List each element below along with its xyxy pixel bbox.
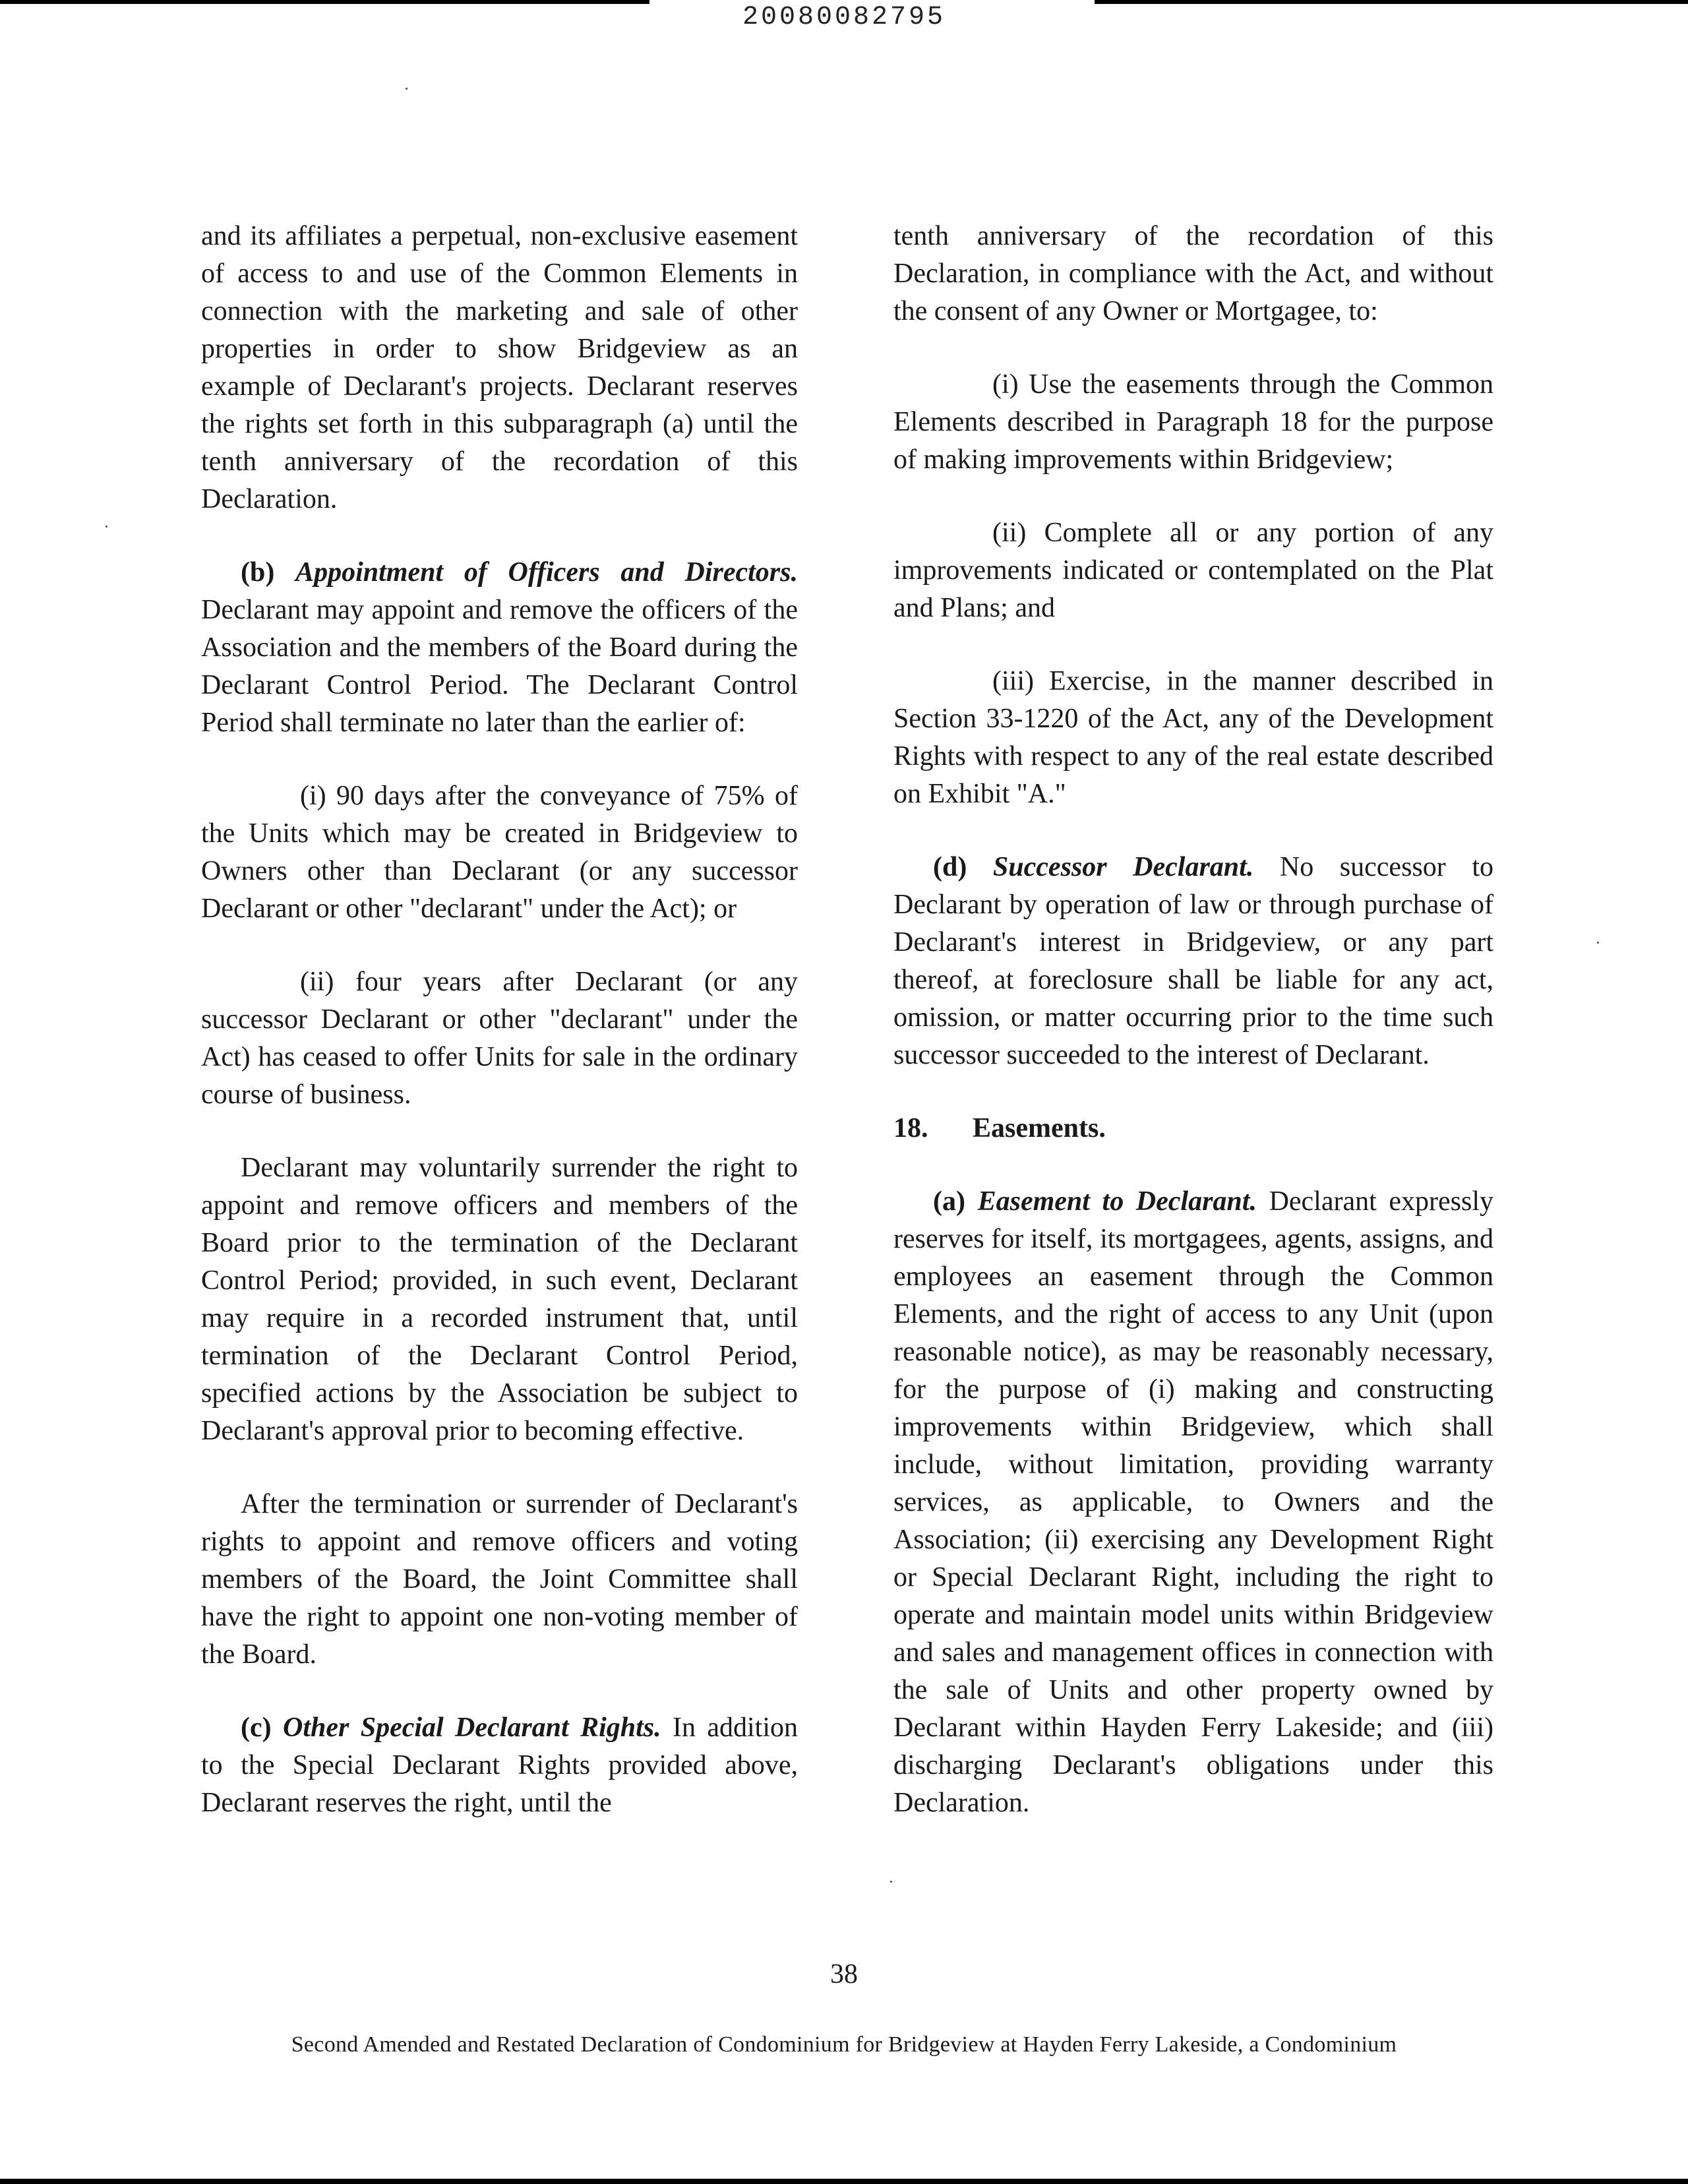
subsection-d-text: No successor to Declarant by operation of law or through purchase of Declarant's interest in Bridgeview, or any part thereof, at foreclosure shall be liable for any act, omission, or matter occurring prior to the time such successor succeeded to the interest of Declarant. [893,852,1493,1070]
subsection-18a-label: (a) [933,1186,965,1217]
subsection-b-label: (b) [241,557,275,588]
subsection-b-title: Appointment of Officers and Directors. [295,557,798,588]
subsection-b [201,554,798,742]
section-18-heading [893,1110,1493,1147]
section-18-title: Easements. [973,1113,1106,1143]
subsection-c-item-iii: (iii) Exercise, in the manner described in Section 33-1220 of the Act, any of the Development Rights with respect to any of the real estate described on Exhibit "A." [893,666,1493,809]
subsection-c-text: In addition to the Special Declarant Rights provided above, Declarant reserves the right, until the [201,1713,799,1818]
subsection-c-item-ii: (ii) Complete all or any portion of any improvements indicated or contemplated on the Plat and Plans; and [893,518,1493,623]
document-number: 20080082795 [742,3,946,32]
bottom-border-line [0,2179,1688,2184]
subsection-c-label: (c) [241,1713,272,1743]
scan-speck [1597,942,1599,944]
scan-speck [106,526,107,528]
scan-speck [406,88,407,90]
subsection-18a-text: Declarant expressly reserves for itself, its mortgagees, agents, assigns, and employees an easement through the Common Elements, and the right of access to any Unit (upon reasonable notice), as may be reasonably necessary, for the purpose of (i) making and constructing improvements within Bridgeview, which shall include, without limitation, providing warranty services, as applicable, to Owners and the Association; (ii) exercising any Development Right or Special Declarant Right, including the right to operate and maintain model units within Bridgeview and sales and management offices in connection with the sale of Units and other property owned by Declarant within Hayden Ferry Lakeside; and (iii) discharging Declarant's obligations under this Declaration. [893,1186,1494,1818]
subsection-18a [893,1183,1493,1822]
page-number: 38 [830,1959,858,1989]
surrender-paragraph: Declarant may voluntarily surrender the right to appoint and remove officers and members of the Board prior to the termination of the Declarant Control Period; provided, in such event, Declarant may require in a recorded instrument that, until termination of the Declarant Control Period, specified actions by the Association be subject to Declarant's approval prior to becoming effective. [201,1153,798,1446]
right-column [893,218,1493,1858]
left-paragraph-easement-continuation: and its affiliates a perpetual, non-exclusive easement of access to and use of the Common Elements in connection with the marketing and sale of other properties in order to show Bridgeview as an example of Declarant's projects. Declarant reserves the rights set forth in this subparagraph (a) until the tenth anniversary of the recordation of this Declaration. [201,221,798,514]
subsection-d-label: (d) [933,852,967,882]
subsection-b-text: Declarant may appoint and remove the officers of the Association and the members of the Board during the Declarant Control Period. The Declarant Control Period shall terminate no later than the earlier of: [201,595,798,738]
section-18-number: 18. [893,1113,928,1143]
subsection-d [893,849,1493,1074]
subsection-d-title: Successor Declarant. [992,852,1254,882]
subsection-c-title: Other Special Declarant Rights. [283,1713,661,1743]
page-footer: Second Amended and Restated Declaration of Condominium for Bridgeview at Hayden Ferry Lakeside, a Condominium [291,2032,1397,2057]
left-column [201,218,798,1858]
subsection-c-item-i: (i) Use the easements through the Common Elements described in Paragraph 18 for the purpose of making improvements within Bridgeview; [893,369,1493,475]
subsection-b-item-i: (i) 90 days after the conveyance of 75% of the Units which may be created in Bridgeview to Owners other than Declarant (or any successor Declarant or other "declarant" under the Act); or [201,781,798,924]
subsection-c [201,1709,798,1822]
joint-committee-paragraph: After the termination or surrender of Declarant's rights to appoint and remove officers and voting members of the Board, the Joint Committee shall have the right to appoint one non-voting member of the Board. [201,1489,798,1670]
subsection-b-item-ii: (ii) four years after Declarant (or any successor Declarant or other "declarant" under the Act) has ceased to offer Units for sale in the ordinary course of business. [201,967,798,1110]
right-paragraph-continuation: tenth anniversary of the recordation of this Declaration, in compliance with the Act, and without the consent of any Owner or Mortgagee, to: [893,221,1493,326]
subsection-18a-title: Easement to Declarant. [977,1186,1257,1217]
scan-speck [890,1881,892,1883]
